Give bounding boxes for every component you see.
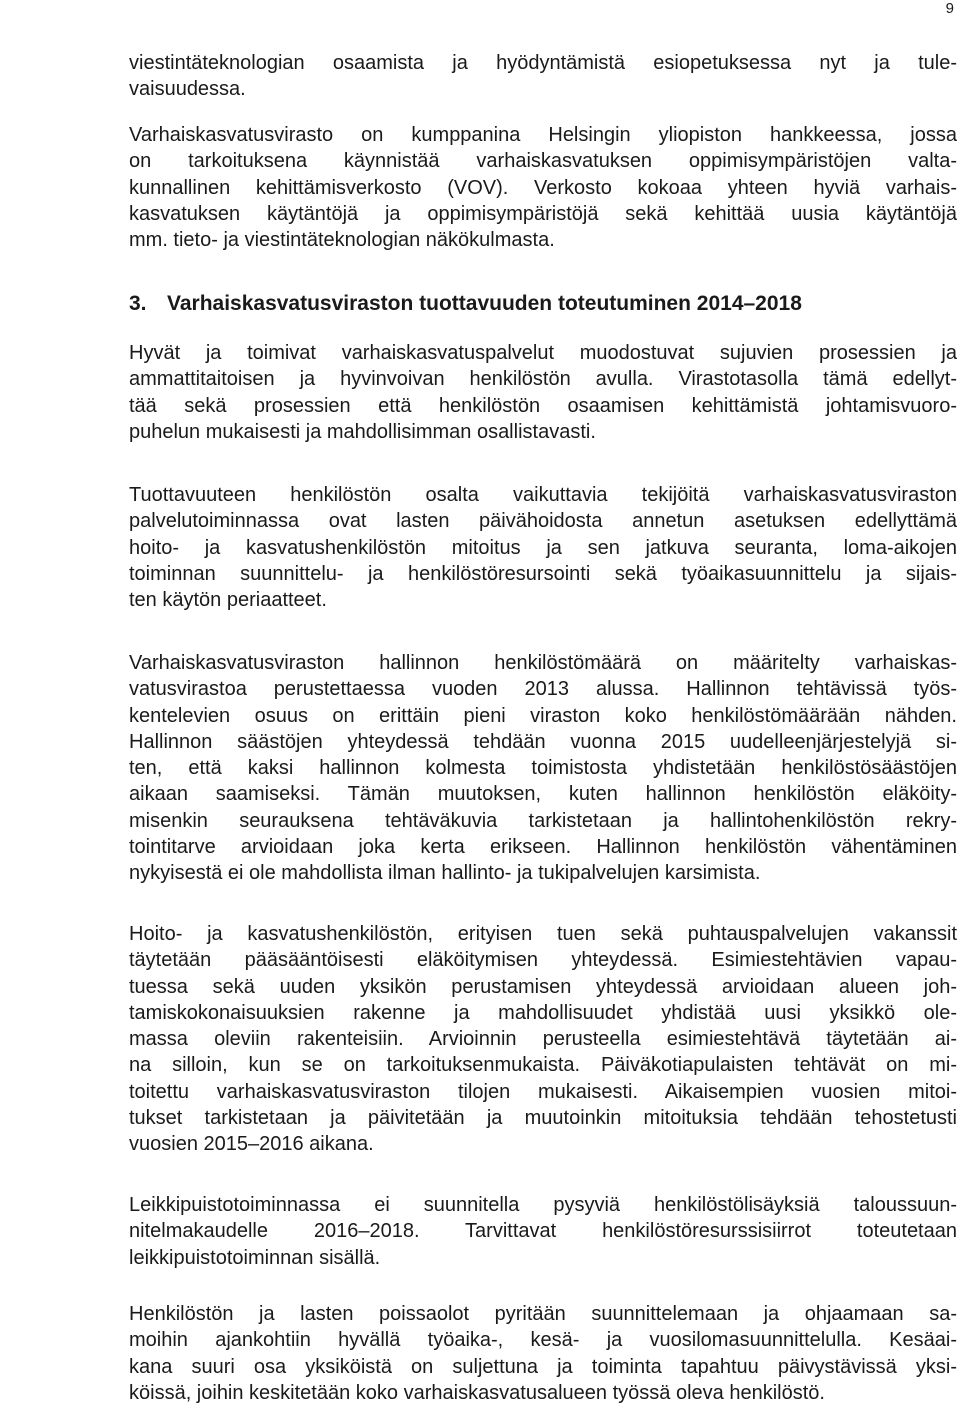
text-line: hoito- ja kasvatushenkilöstön mitoitus ja sen jatkuva seuranta, loma-aikojen [129,536,957,559]
text-line: aikaan saamiseksi. Tämän muutoksen, kuten hallinnon henkilöstön eläköity- [129,783,957,806]
text-line: tamiskokonaisuuksien rakenne ja mahdollisuudet yhdistää uusi yksikkö ole- [129,1001,957,1024]
text-line: vaisuudessa. [129,78,246,101]
paragraph-4 [129,482,957,613]
text-line: tuessa sekä uuden yksikön perustamisen yhteydessä arvioidaan alueen joh- [129,975,957,998]
text-line: viestintäteknologian osaamista ja hyödyntämistä esiopetuksessa nyt ja tule- [129,52,957,74]
text-line: Varhaiskasvatusviraston hallinnon henkilöstömäärä on määritelty varhaiskas- [129,652,957,674]
text-line: tää sekä prosessien että henkilöstön osaamisen kehittämistä johtamisvuoro- [129,394,957,417]
text-line: na silloin, kun se on tarkoituksenmukaista. Päiväkotiapulaisten tehtävät on mi- [129,1054,957,1077]
text-line: Hoito- ja kasvatushenkilöstön, erityisen tuen sekä puhtauspalvelujen vakanssit [129,923,957,945]
text-line: Tuottavuuteen henkilöstön osalta vaikuttavia tekijöitä varhaiskasvatusviraston [129,484,957,506]
text-line: tointitarve arvioidaan joka kerta erikseen. Hallinnon henkilöstön vähentäminen [129,836,957,859]
section-title: Varhaiskasvatusviraston tuottavuuden toteutuminen 2014–2018 [167,292,802,315]
text-line: nykyisestä ei ole mahdollista ilman hallinto- ja tukipalvelujen karsimista. [129,862,761,885]
page-number: 9 [945,0,954,17]
section-number: 3. [129,292,147,315]
text-line: ammattitaitoisen ja hyvinvoivan henkilöstön avulla. Virastotasolla tämä edellyt- [129,368,957,391]
text-line: massa oleviin rakenteisiin. Arvioinnin perusteella esimiestehtävä täytetään ai- [129,1028,957,1051]
paragraph-1 [129,50,957,103]
text-line: leikkipuistotoiminnan sisällä. [129,1246,381,1269]
text-line: Henkilöstön ja lasten poissaolot pyritään suunnittelemaan ja ohjaamaan sa- [129,1303,957,1325]
text-line: Hallinnon säästöjen yhteydessä tehdään vuonna 2015 uudelleenjärjestelyjä si- [129,730,957,753]
text-line: on tarkoituksena käynnistää varhaiskasvatuksen oppimisympäristöjen valta- [129,150,957,173]
text-line: täytetään pääsääntöisesti eläköitymisen yhteydessä. Esimiestehtävien vapau- [129,949,957,972]
text-line: Leikkipuistotoiminnassa ei suunnitella pysyviä henkilöstölisäyksiä taloussuun- [129,1194,957,1216]
text-line: kana suuri osa yksiköistä on suljettuna ja toiminta tapahtuu päivystävissä yksi- [129,1355,957,1378]
text-line: nitelmakaudelle 2016–2018. Tarvittavat henkilöstöresurssisiirrot toteutetaan [129,1220,957,1243]
paragraph-7 [129,1192,957,1271]
paragraph-6 [129,921,957,1158]
paragraph-5 [129,650,957,887]
text-line: tukset tarkistetaan ja päivitetään ja muutoinkin mitoituksia tehdään tehostetusti [129,1107,957,1130]
text-line: toitettu varhaiskasvatusviraston tilojen mukaisesti. Aikaisempien vuosien mitoi- [129,1080,957,1103]
text-line: kasvatuksen käytäntöjä ja oppimisympäristöjä sekä kehittää uusia käytäntöjä [129,202,957,225]
text-line: ten käytön periaatteet. [129,589,327,612]
text-line: puhelun mukaisesti ja mahdollisimman osallistavasti. [129,420,596,443]
text-line: köissä, joihin keskitetään koko varhaiskasvatusalueen työssä oleva henkilöstö. [129,1381,825,1404]
text-line: Hyvät ja toimivat varhaiskasvatuspalvelut muodostuvat sujuvien prosessien ja [129,342,957,364]
text-line: misenkin seurauksena tehtäväkuvia tarkistetaan ja hallintohenkilöstön rekry- [129,809,957,832]
text-line: kentelevien osuus on erittäin pieni viraston koko henkilöstömäärään nähden. [129,704,957,727]
text-line: palvelutoiminnassa ovat lasten päivähoidosta annetun asetuksen edellyttämä [129,510,957,533]
paragraph-2 [129,122,957,253]
text-line: kunnallinen kehittämisverkosto (VOV). Verkosto kokoaa yhteen hyviä varhais- [129,176,957,199]
text-line: toiminnan suunnittelu- ja henkilöstöresursointi sekä työaikasuunnittelu ja sijais- [129,562,957,585]
text-line: Varhaiskasvatusvirasto on kumppanina Helsingin yliopiston hankkeessa, jossa [129,124,957,146]
text-line: ten, että kaksi hallinnon kolmesta toimistosta yhdistetään henkilöstösäästöjen [129,757,957,780]
text-line: mm. tieto- ja viestintäteknologian näkökulmasta. [129,229,555,252]
paragraph-3 [129,340,957,445]
text-line: vatusvirastoa perustettaessa vuoden 2013 alussa. Hallinnon tehtävissä työs- [129,678,957,701]
text-line: vuosien 2015–2016 aikana. [129,1133,374,1156]
paragraph-8 [129,1301,957,1406]
text-line: moihin ajankohtiin hyvällä työaika-, kesä- ja vuosilomasuunnittelulla. Kesäai- [129,1329,957,1352]
section-heading [129,290,802,318]
